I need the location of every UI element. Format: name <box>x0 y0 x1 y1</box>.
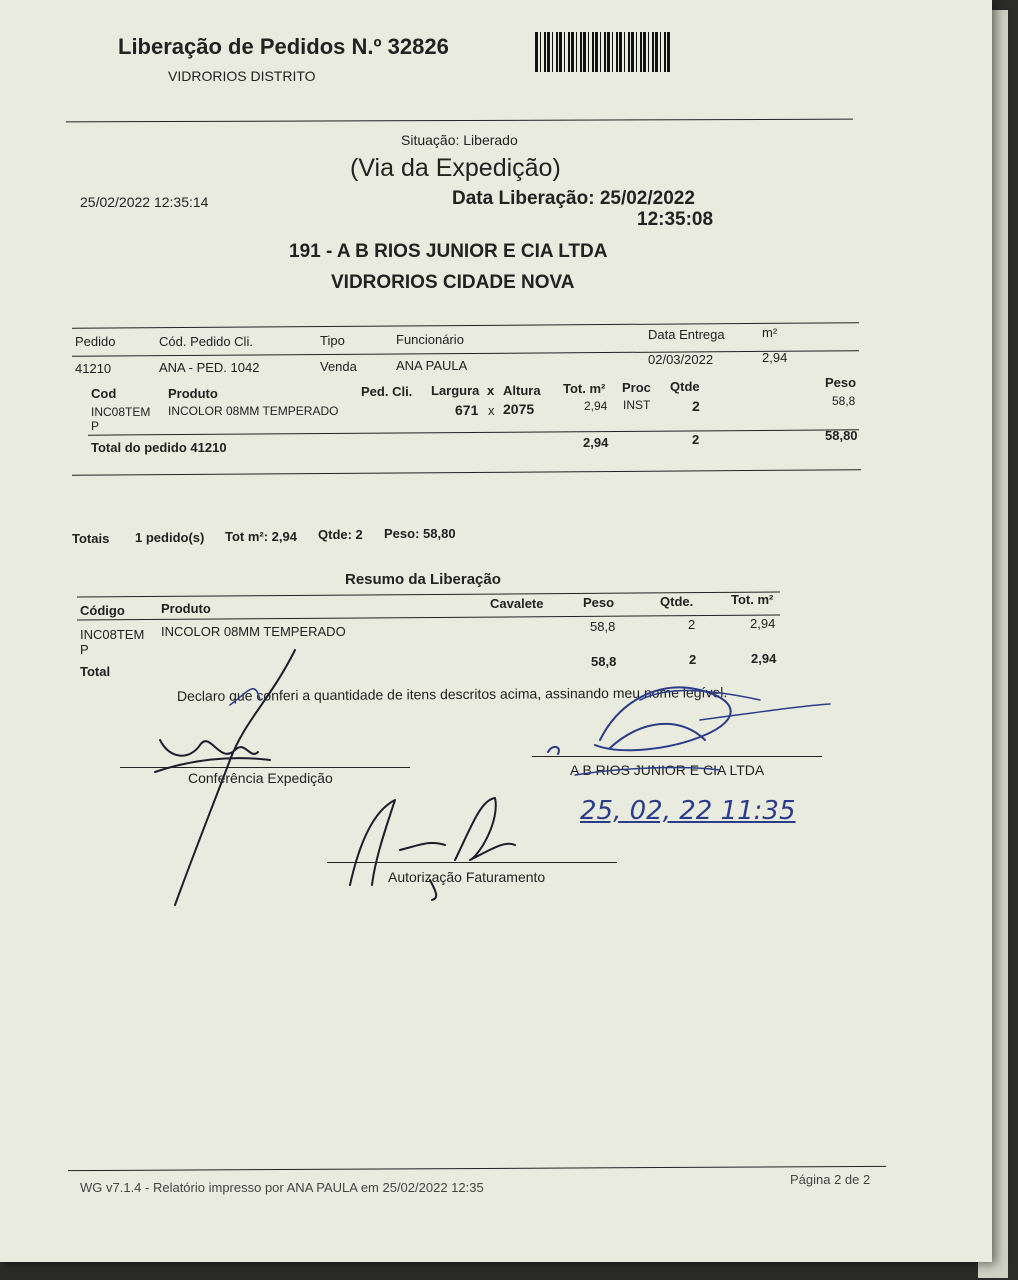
summary-col-tot-m2: Tot. m² <box>731 592 774 607</box>
print-datetime: 25/02/2022 12:35:14 <box>80 194 209 210</box>
summary-col-produto: Produto <box>161 601 211 616</box>
item-altura: 2075 <box>503 401 535 417</box>
item-largura: 671 <box>455 402 479 418</box>
col-cod-pedido: Cód. Pedido Cli. <box>159 334 253 349</box>
item-col-produto: Produto <box>168 386 218 401</box>
item-col-proc: Proc <box>622 380 651 395</box>
conferencia-signature-line <box>120 767 410 768</box>
summary-qtde: 2 <box>688 617 696 632</box>
item-cod-line2: P <box>91 419 100 433</box>
barcode <box>535 32 670 72</box>
order-divider-bottom <box>72 469 861 476</box>
item-col-ped-cli: Ped. Cli. <box>361 384 413 399</box>
order-cod-pedido: ANA - PED. 1042 <box>159 360 260 375</box>
autorizacao-signature-line <box>327 862 617 863</box>
order-header-divider <box>72 350 859 356</box>
col-m2: m² <box>762 325 778 340</box>
footer-print-info: WG v7.1.4 - Relatório impresso por ANA PAULA em 25/02/2022 12:35 <box>80 1180 484 1195</box>
order-total-qtde: 2 <box>692 432 700 447</box>
order-pedido: 41210 <box>75 361 112 376</box>
item-qtde: 2 <box>692 398 700 414</box>
footer-divider <box>68 1166 886 1171</box>
item-col-x: x <box>487 383 495 398</box>
item-col-largura: Largura <box>431 383 480 398</box>
item-cod-line1: INC08TEM <box>91 405 151 419</box>
release-time: 12:35:08 <box>637 209 714 230</box>
summary-tot-m2: 2,94 <box>750 616 776 631</box>
order-total-divider <box>88 429 859 435</box>
summary-produto: INCOLOR 08MM TEMPERADO <box>161 624 346 639</box>
item-tot-m2: 2,94 <box>584 399 608 413</box>
item-produto: INCOLOR 08MM TEMPERADO <box>168 404 339 418</box>
item-col-tot-m2: Tot. m² <box>563 381 606 396</box>
summary-col-cavalete: Cavalete <box>490 596 544 611</box>
summary-title: Resumo da Liberação <box>345 571 501 588</box>
summary-codigo-line2: P <box>80 642 89 657</box>
order-m2: 2,94 <box>762 350 788 365</box>
summary-codigo-line1: INC08TEM <box>80 627 145 642</box>
totals-m2: Tot m²: 2,94 <box>225 529 297 544</box>
col-tipo: Tipo <box>320 333 345 348</box>
footer-page-number: Página 2 de 2 <box>790 1172 871 1187</box>
status-text: Situação: Liberado <box>401 132 518 148</box>
col-funcionario: Funcionário <box>396 332 464 347</box>
summary-total-qtde: 2 <box>689 652 697 667</box>
order-tipo: Venda <box>320 359 357 374</box>
item-col-peso: Peso <box>825 375 857 390</box>
client-signature-label: A B RIOS JUNIOR E CIA LTDA <box>570 762 765 778</box>
totals-label: Totais <box>72 531 110 546</box>
order-total-label: Total do pedido 41210 <box>91 440 227 455</box>
document-title: Liberação de Pedidos N.º 32826 <box>118 34 449 59</box>
order-total-peso: 58,80 <box>825 428 858 443</box>
item-peso: 58,8 <box>832 394 856 408</box>
summary-col-peso: Peso <box>583 595 615 610</box>
order-total-m2: 2,94 <box>583 435 609 450</box>
item-proc: INST <box>623 398 651 412</box>
summary-col-qtde: Qtde. <box>660 594 694 609</box>
client-signature-line <box>532 756 822 757</box>
header-divider <box>66 119 853 123</box>
col-data-entrega: Data Entrega <box>648 327 725 342</box>
totals-peso: Peso: 58,80 <box>384 526 456 541</box>
declaration-text: Declaro que conferi a quantidade de itens descritos acima, assinando meu nome legível. <box>176 684 728 704</box>
item-x: x <box>488 403 495 418</box>
client-store: VIDRORIOS CIDADE NOVA <box>331 272 575 293</box>
col-pedido: Pedido <box>75 334 116 349</box>
summary-total-label: Total <box>80 664 111 679</box>
totals-pedidos: 1 pedido(s) <box>135 530 205 545</box>
client-name: 191 - A B RIOS JUNIOR E CIA LTDA <box>289 241 608 262</box>
summary-total-peso: 58,8 <box>591 654 617 669</box>
release-date: Data Liberação: 25/02/2022 <box>452 188 695 209</box>
conferencia-label: Conferência Expedição <box>188 770 333 786</box>
summary-total-tot-m2: 2,94 <box>751 651 777 666</box>
item-col-cod: Cod <box>91 386 117 401</box>
order-divider-top <box>72 322 859 328</box>
summary-peso: 58,8 <box>590 619 616 634</box>
autorizacao-label: Autorização Faturamento <box>388 869 546 885</box>
item-col-altura: Altura <box>503 383 541 398</box>
order-funcionario: ANA PAULA <box>396 358 468 373</box>
item-col-qtde: Qtde <box>670 379 700 394</box>
copy-type: (Via da Expedição) <box>350 154 561 182</box>
totals-qtde: Qtde: 2 <box>318 527 363 542</box>
handwritten-date: 25, 02, 22 11:35 <box>580 796 796 826</box>
company-subtitle: VIDRORIOS DISTRITO <box>168 68 316 84</box>
order-data-entrega: 02/03/2022 <box>648 352 714 367</box>
summary-col-codigo: Código <box>80 603 125 618</box>
